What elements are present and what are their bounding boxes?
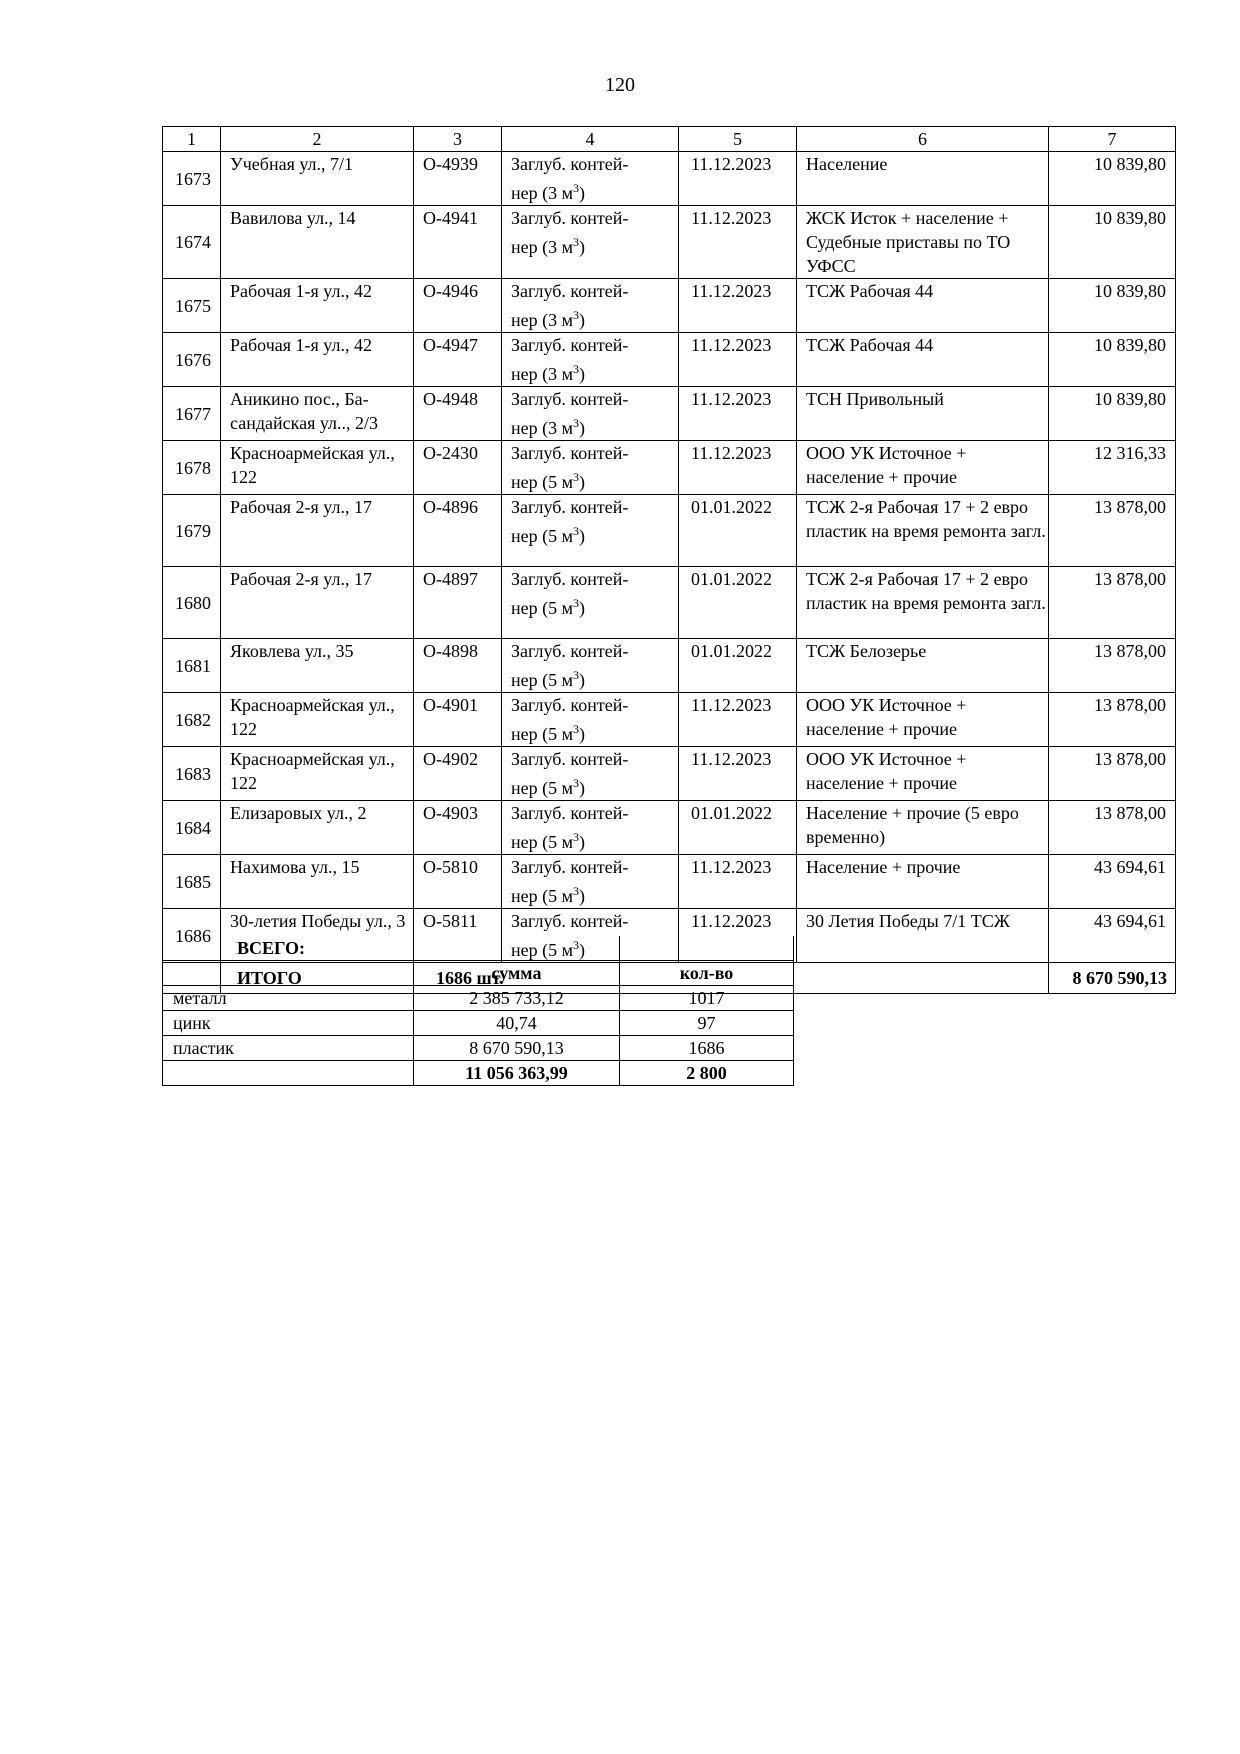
row-date: 01.01.2022 [679, 495, 797, 567]
row-number: 1679 [163, 495, 221, 567]
row-type-line1: Заглуб. контей- [511, 208, 629, 228]
row-type-line2: нер (3 м [511, 310, 574, 330]
summary-row-count: 1017 [620, 986, 794, 1011]
row-date: 11.12.2023 [679, 747, 797, 801]
containers-table [162, 126, 1176, 994]
row-date: 01.01.2022 [679, 801, 797, 855]
row-volume-exponent: 3 [573, 470, 580, 484]
table-row [163, 441, 1176, 495]
row-type-close: ) [579, 418, 586, 438]
row-type-line2: нер (5 м [511, 778, 574, 798]
row-type-line2: нер (5 м [511, 940, 574, 960]
row-amount: 12 316,33 [1049, 441, 1176, 495]
row-container-type [502, 855, 679, 909]
row-volume-exponent: 3 [573, 524, 580, 538]
row-type-line2: нер (3 м [511, 183, 574, 203]
row-amount: 13 878,00 [1049, 567, 1176, 639]
row-owner: ТСЖ 2-я Рабочая 17 + 2 евро пластик на время ремонта загл. [797, 567, 1049, 639]
row-type-close: ) [579, 940, 586, 960]
row-type-line2: нер (5 м [511, 832, 574, 852]
table-row [163, 855, 1176, 909]
row-volume-exponent: 3 [573, 416, 580, 430]
row-number: 1686 [163, 909, 221, 963]
row-address: Елизаровых ул., 2 [221, 801, 414, 855]
row-date: 11.12.2023 [679, 441, 797, 495]
row-number: 1681 [163, 639, 221, 693]
row-date: 11.12.2023 [679, 206, 797, 279]
row-code: О-4896 [414, 495, 502, 567]
header-cell: 3 [414, 127, 502, 152]
row-owner: ТСЖ 2-я Рабочая 17 + 2 евро пластик на время ремонта загл. [797, 495, 1049, 567]
row-date: 11.12.2023 [679, 693, 797, 747]
row-volume-exponent: 3 [573, 938, 580, 952]
row-code: О-4897 [414, 567, 502, 639]
row-owner: ТСЖ Рабочая 44 [797, 333, 1049, 387]
row-container-type [502, 387, 679, 441]
row-amount: 13 878,00 [1049, 801, 1176, 855]
row-type-close: ) [579, 472, 586, 492]
summary-grand-count: 2 800 [620, 1061, 794, 1086]
row-number: 1678 [163, 441, 221, 495]
row-type-line2: нер (3 м [511, 418, 574, 438]
summary-row [163, 986, 794, 1011]
row-amount: 10 839,80 [1049, 152, 1176, 206]
row-volume-exponent: 3 [573, 722, 580, 736]
row-address: Яковлева ул., 35 [221, 639, 414, 693]
row-code: О-4946 [414, 279, 502, 333]
total-sum: 8 670 590,13 [1049, 963, 1176, 994]
row-type-line1: Заглуб. контей- [511, 857, 629, 877]
summary-row [163, 1011, 794, 1036]
row-code: О-5810 [414, 855, 502, 909]
row-address: Красноармейская ул., 122 [221, 441, 414, 495]
row-type-close: ) [579, 183, 586, 203]
summary-grand-sum: 11 056 363,99 [414, 1061, 620, 1086]
row-type-line1: Заглуб. контей- [511, 497, 629, 517]
row-code: О-5811 [414, 909, 502, 963]
summary-row-count: 1686 [620, 1036, 794, 1061]
summary-empty-cell [163, 1061, 414, 1086]
row-number: 1683 [163, 747, 221, 801]
table-row [163, 279, 1176, 333]
row-type-close: ) [579, 364, 586, 384]
summary-row-sum: 8 670 590,13 [414, 1036, 620, 1061]
header-cell: 2 [221, 127, 414, 152]
row-amount: 10 839,80 [1049, 387, 1176, 441]
row-type-line1: Заглуб. контей- [511, 281, 629, 301]
summary-row-sum: 40,74 [414, 1011, 620, 1036]
row-date: 01.01.2022 [679, 567, 797, 639]
row-owner: ЖСК Исток + население + Судебные приставы по ТО УФСС [797, 206, 1049, 279]
row-address: Красноармейская ул., 122 [221, 747, 414, 801]
row-type-line2: нер (3 м [511, 364, 574, 384]
row-type-line2: нер (5 м [511, 472, 574, 492]
row-owner: ООО УК Источное + население + прочие [797, 441, 1049, 495]
row-amount: 10 839,80 [1049, 206, 1176, 279]
row-owner: 30 Летия Победы 7/1 ТСЖ [797, 909, 1049, 963]
row-type-line1: Заглуб. контей- [511, 641, 629, 661]
row-type-line1: Заглуб. контей- [511, 569, 629, 589]
row-number: 1675 [163, 279, 221, 333]
table-row [163, 206, 1176, 279]
row-amount: 43 694,61 [1049, 909, 1176, 963]
row-owner: Население + прочие [797, 855, 1049, 909]
row-container-type [502, 206, 679, 279]
table-row [163, 495, 1176, 567]
table-row [163, 152, 1176, 206]
row-code: О-4948 [414, 387, 502, 441]
summary-table [162, 936, 794, 1086]
summary-col-count: кол-во [620, 961, 794, 986]
row-type-line2: нер (5 м [511, 724, 574, 744]
row-number: 1673 [163, 152, 221, 206]
row-type-line1: Заглуб. контей- [511, 443, 629, 463]
row-owner: ООО УК Источное + население + прочие [797, 747, 1049, 801]
row-type-line1: Заглуб. контей- [511, 803, 629, 823]
table-row [163, 333, 1176, 387]
row-volume-exponent: 3 [573, 596, 580, 610]
row-volume-exponent: 3 [573, 362, 580, 376]
row-type-line2: нер (5 м [511, 526, 574, 546]
row-type-line1: Заглуб. контей- [511, 154, 629, 174]
table-row [163, 801, 1176, 855]
row-container-type [502, 567, 679, 639]
row-number: 1676 [163, 333, 221, 387]
header-cell: 6 [797, 127, 1049, 152]
row-type-line2: нер (5 м [511, 886, 574, 906]
row-date: 11.12.2023 [679, 387, 797, 441]
summary-empty-cell [620, 936, 794, 961]
row-type-line1: Заглуб. контей- [511, 911, 629, 931]
row-type-close: ) [579, 832, 586, 852]
row-owner: ТСЖ Рабочая 44 [797, 279, 1049, 333]
row-volume-exponent: 3 [573, 830, 580, 844]
row-type-line2: нер (5 м [511, 670, 574, 690]
page-number: 120 [605, 74, 635, 96]
row-code: О-2430 [414, 441, 502, 495]
row-address: Вавилова ул., 14 [221, 206, 414, 279]
table-row [163, 693, 1176, 747]
row-code: О-4898 [414, 639, 502, 693]
row-address: Аникино пос., Ба-сандайская ул.., 2/3 [221, 387, 414, 441]
row-amount: 13 878,00 [1049, 639, 1176, 693]
row-date: 01.01.2022 [679, 639, 797, 693]
row-type-close: ) [579, 237, 586, 257]
row-owner: ТСН Привольный [797, 387, 1049, 441]
row-container-type [502, 441, 679, 495]
row-type-close: ) [579, 310, 586, 330]
total-count: 1686 шт. [414, 963, 1049, 994]
row-type-line1: Заглуб. контей- [511, 389, 629, 409]
row-date: 11.12.2023 [679, 152, 797, 206]
row-type-line1: Заглуб. контей- [511, 695, 629, 715]
summary-row-label: цинк [163, 1011, 414, 1036]
row-address: Учебная ул., 7/1 [221, 152, 414, 206]
summary-empty-cell [163, 961, 414, 986]
row-amount: 13 878,00 [1049, 495, 1176, 567]
header-cell: 5 [679, 127, 797, 152]
row-owner: ТСЖ Белозерье [797, 639, 1049, 693]
row-code: О-4903 [414, 801, 502, 855]
summary-row-sum: 2 385 733,12 [414, 986, 620, 1011]
summary-row [163, 1036, 794, 1061]
summary-header-row [163, 961, 794, 986]
row-date: 11.12.2023 [679, 333, 797, 387]
row-amount: 43 694,61 [1049, 855, 1176, 909]
summary-col-sum: сумма [414, 961, 620, 986]
row-amount: 10 839,80 [1049, 333, 1176, 387]
row-type-close: ) [579, 526, 586, 546]
table-row [163, 747, 1176, 801]
row-volume-exponent: 3 [573, 235, 580, 249]
row-number: 1674 [163, 206, 221, 279]
row-container-type [502, 495, 679, 567]
table-row [163, 639, 1176, 693]
summary-title-row [163, 936, 794, 961]
table-row [163, 387, 1176, 441]
row-type-line1: Заглуб. контей- [511, 335, 629, 355]
row-amount: 13 878,00 [1049, 693, 1176, 747]
summary-grand-total-row [163, 1061, 794, 1086]
row-volume-exponent: 3 [573, 668, 580, 682]
row-address: Рабочая 1-я ул., 42 [221, 333, 414, 387]
row-volume-exponent: 3 [573, 181, 580, 195]
row-address: Красноармейская ул., 122 [221, 693, 414, 747]
total-label: ИТОГО [221, 963, 414, 994]
row-volume-exponent: 3 [573, 308, 580, 322]
row-type-close: ) [579, 724, 586, 744]
row-date: 11.12.2023 [679, 855, 797, 909]
header-cell: 4 [502, 127, 679, 152]
row-amount: 13 878,00 [1049, 747, 1176, 801]
row-type-line2: нер (5 м [511, 598, 574, 618]
row-type-close: ) [579, 598, 586, 618]
row-type-line2: нер (3 м [511, 237, 574, 257]
header-cell: 1 [163, 127, 221, 152]
summary-empty-cell [414, 936, 620, 961]
row-address: Нахимова ул., 15 [221, 855, 414, 909]
row-code: О-4901 [414, 693, 502, 747]
row-number: 1677 [163, 387, 221, 441]
row-code: О-4947 [414, 333, 502, 387]
summary-row-count: 97 [620, 1011, 794, 1036]
row-amount: 10 839,80 [1049, 279, 1176, 333]
row-number: 1685 [163, 855, 221, 909]
row-container-type [502, 279, 679, 333]
row-number: 1684 [163, 801, 221, 855]
row-container-type [502, 693, 679, 747]
row-type-line1: Заглуб. контей- [511, 749, 629, 769]
row-container-type [502, 747, 679, 801]
table-header-row [163, 127, 1176, 152]
row-container-type [502, 333, 679, 387]
row-code: О-4939 [414, 152, 502, 206]
row-type-close: ) [579, 670, 586, 690]
row-owner: ООО УК Источное + население + прочие [797, 693, 1049, 747]
row-address: Рабочая 2-я ул., 17 [221, 495, 414, 567]
row-volume-exponent: 3 [573, 776, 580, 790]
row-container-type [502, 639, 679, 693]
row-owner: Население + прочие (5 евро временно) [797, 801, 1049, 855]
row-date: 11.12.2023 [679, 279, 797, 333]
row-type-close: ) [579, 778, 586, 798]
header-cell: 7 [1049, 127, 1176, 152]
table-row [163, 567, 1176, 639]
row-number: 1682 [163, 693, 221, 747]
summary-row-label: пластик [163, 1036, 414, 1061]
summary-row-label: металл [163, 986, 414, 1011]
row-container-type [502, 152, 679, 206]
row-type-close: ) [579, 886, 586, 906]
summary-title: ВСЕГО: [163, 936, 414, 961]
row-container-type [502, 801, 679, 855]
row-owner: Население [797, 152, 1049, 206]
row-volume-exponent: 3 [573, 884, 580, 898]
row-number: 1680 [163, 567, 221, 639]
row-code: О-4902 [414, 747, 502, 801]
row-address: Рабочая 2-я ул., 17 [221, 567, 414, 639]
row-address: 30-летия Победы ул., 3 [221, 909, 414, 963]
row-code: О-4941 [414, 206, 502, 279]
row-date: 11.12.2023 [679, 909, 797, 963]
row-address: Рабочая 1-я ул., 42 [221, 279, 414, 333]
